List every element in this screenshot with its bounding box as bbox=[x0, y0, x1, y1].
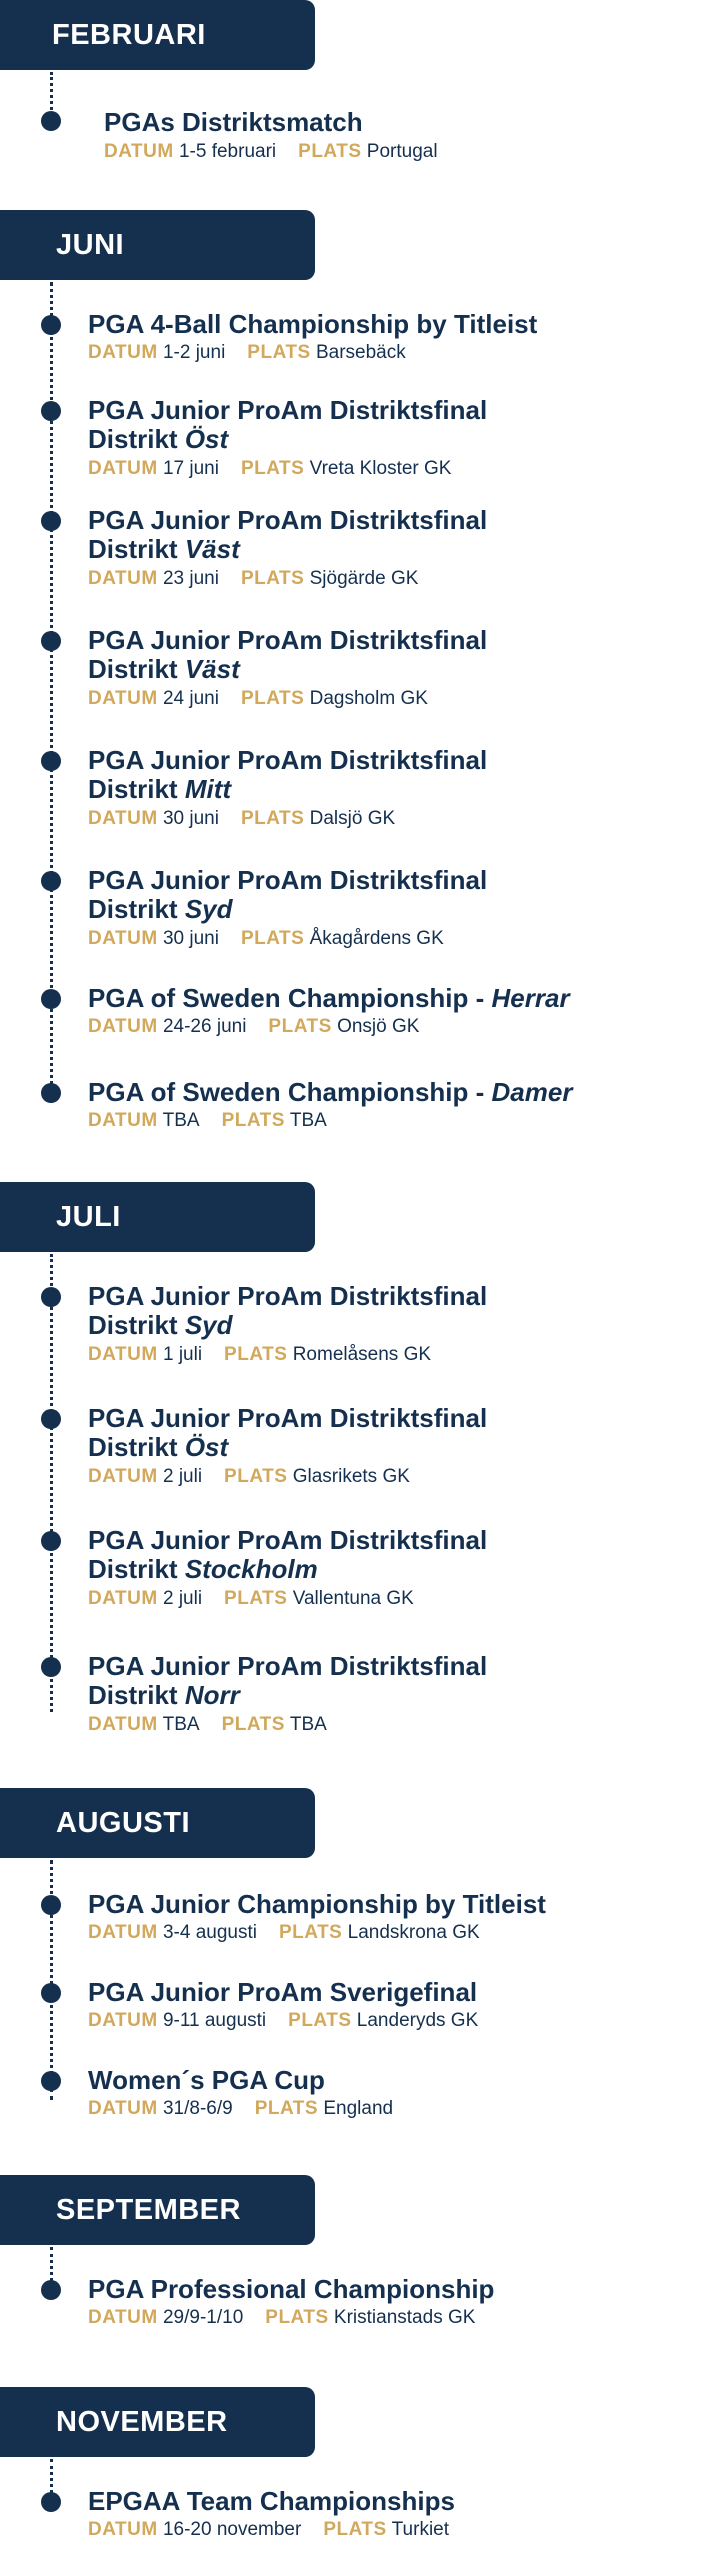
event-date: 24-26 juni bbox=[162, 1016, 247, 1037]
event-title: PGA of Sweden Championship - Damer bbox=[88, 1077, 573, 1107]
event-meta bbox=[88, 928, 708, 950]
event-date: 1-5 februari bbox=[178, 141, 277, 162]
month-section-november bbox=[0, 2387, 716, 2557]
event-place: Onsjö GK bbox=[337, 1016, 420, 1037]
date-label: DATUM bbox=[88, 2010, 158, 2031]
date-label: DATUM bbox=[88, 2098, 158, 2119]
event-meta bbox=[88, 342, 708, 364]
timeline-dot bbox=[41, 315, 61, 335]
event-place: TBA bbox=[289, 1714, 327, 1735]
event-place: Romelåsens GK bbox=[292, 1344, 432, 1365]
place-label: PLATS bbox=[278, 1922, 343, 1943]
event-place: Dagsholm GK bbox=[309, 688, 428, 709]
place-label: PLATS bbox=[224, 1588, 288, 1609]
place-label: PLATS bbox=[224, 1344, 288, 1365]
event-title: PGA Junior ProAm Distriktsfinal Distrikt Syd bbox=[88, 1281, 488, 1340]
event-date: TBA bbox=[162, 1110, 200, 1131]
event-date: 2 juli bbox=[162, 1588, 203, 1609]
place-label: PLATS bbox=[268, 1016, 332, 1037]
event-date: 9-11 augusti bbox=[162, 2010, 267, 2031]
month-header: JUNI bbox=[0, 210, 315, 280]
event-date: 16-20 november bbox=[162, 2519, 302, 2540]
timeline-dot bbox=[41, 2280, 61, 2300]
event-place: Turkiet bbox=[391, 2519, 450, 2540]
date-label: DATUM bbox=[88, 808, 158, 829]
timeline-dot bbox=[41, 111, 61, 131]
event-date: 29/9-1/10 bbox=[162, 2307, 244, 2328]
place-label: PLATS bbox=[265, 2307, 329, 2328]
month-header: NOVEMBER bbox=[0, 2387, 315, 2457]
event-date: TBA bbox=[162, 1714, 200, 1735]
month-section-juli bbox=[0, 1182, 716, 1762]
event-place: Portugal bbox=[366, 141, 438, 162]
event-date: 17 juni bbox=[162, 458, 219, 479]
timeline-dot bbox=[41, 1531, 61, 1551]
date-label: DATUM bbox=[88, 1922, 158, 1943]
event-date: 31/8-6/9 bbox=[162, 2098, 233, 2119]
event-title: PGA Junior ProAm Distriktsfinal Distrikt Väst bbox=[88, 625, 488, 684]
event-place: Landskrona GK bbox=[347, 1922, 480, 1943]
place-label: PLATS bbox=[240, 458, 305, 479]
month-header: JULI bbox=[0, 1182, 315, 1252]
event-place: Vallentuna GK bbox=[292, 1588, 414, 1609]
timeline-dot bbox=[41, 511, 61, 531]
date-label: DATUM bbox=[88, 2519, 158, 2540]
timeline-dot bbox=[41, 401, 61, 421]
timeline-dot bbox=[41, 989, 61, 1009]
event-title: PGA Junior ProAm Distriktsfinal Distrikt Öst bbox=[88, 395, 488, 454]
date-label: DATUM bbox=[88, 1714, 158, 1735]
event-place: Sjögärde GK bbox=[309, 568, 419, 589]
event-meta bbox=[88, 2519, 708, 2541]
timeline-dot bbox=[41, 1083, 61, 1103]
event-meta bbox=[88, 808, 708, 830]
event-title: PGAs Distriktsmatch bbox=[104, 107, 363, 137]
event-date: 2 juli bbox=[162, 1466, 203, 1487]
timeline-dot bbox=[41, 871, 61, 891]
place-label: PLATS bbox=[240, 688, 305, 709]
event-title: PGA of Sweden Championship - Herrar bbox=[88, 983, 570, 1013]
timeline-dot bbox=[41, 1409, 61, 1429]
event-meta bbox=[88, 1110, 708, 1132]
event-place: Kristianstads GK bbox=[333, 2307, 476, 2328]
place-label: PLATS bbox=[240, 808, 305, 829]
event-meta bbox=[88, 458, 708, 480]
event-place: TBA bbox=[289, 1110, 327, 1131]
timeline-dot bbox=[41, 2492, 61, 2512]
date-label: DATUM bbox=[104, 141, 174, 162]
event-place: Landeryds GK bbox=[356, 2010, 479, 2031]
month-header: AUGUSTI bbox=[0, 1788, 315, 1858]
event-place: Vreta Kloster GK bbox=[309, 458, 452, 479]
event-date: 23 juni bbox=[162, 568, 219, 589]
event-place: Glasrikets GK bbox=[292, 1466, 410, 1487]
event-date: 1-2 juni bbox=[162, 342, 226, 363]
event-title: PGA Junior ProAm Distriktsfinal Distrikt Mitt bbox=[88, 745, 488, 804]
place-label: PLATS bbox=[240, 928, 305, 949]
timeline-dot bbox=[41, 2071, 61, 2091]
event-title: PGA Junior ProAm Distriktsfinal Distrikt Väst bbox=[88, 505, 488, 564]
event-place: Barsebäck bbox=[315, 342, 406, 363]
event-place: Åkagårdens GK bbox=[309, 928, 444, 949]
event-date: 1 juli bbox=[162, 1344, 203, 1365]
event-meta bbox=[88, 688, 708, 710]
event-meta bbox=[88, 2010, 708, 2032]
event-title: EPGAA Team Championships bbox=[88, 2486, 455, 2516]
date-label: DATUM bbox=[88, 1588, 158, 1609]
event-meta bbox=[88, 1344, 708, 1366]
date-label: DATUM bbox=[88, 928, 158, 949]
place-label: PLATS bbox=[247, 342, 311, 363]
place-label: PLATS bbox=[224, 1466, 288, 1487]
date-label: DATUM bbox=[88, 1344, 158, 1365]
event-place: England bbox=[323, 2098, 394, 2119]
timeline-dot bbox=[41, 1657, 61, 1677]
place-label: PLATS bbox=[288, 2010, 352, 2031]
place-label: PLATS bbox=[240, 568, 305, 589]
event-title: PGA Junior ProAm Distriktsfinal Distrikt Norr bbox=[88, 1651, 488, 1710]
date-label: DATUM bbox=[88, 2307, 158, 2328]
event-date: 30 juni bbox=[162, 808, 219, 829]
month-header: SEPTEMBER bbox=[0, 2175, 315, 2245]
event-place: Dalsjö GK bbox=[309, 808, 396, 829]
timeline-dot bbox=[41, 1983, 61, 2003]
event-meta bbox=[88, 1714, 708, 1736]
month-header: FEBRUARI bbox=[0, 0, 315, 70]
event-date: 3-4 augusti bbox=[162, 1922, 257, 1943]
timeline-dot bbox=[41, 1895, 61, 1915]
event-date: 24 juni bbox=[162, 688, 219, 709]
place-label: PLATS bbox=[254, 2098, 319, 2119]
month-section-augusti bbox=[0, 1788, 716, 2148]
event-title: PGA Junior ProAm Sverigefinal bbox=[88, 1977, 478, 2007]
event-title: PGA Junior ProAm Distriktsfinal Distrikt Stockholm bbox=[88, 1525, 488, 1584]
month-section-februari bbox=[0, 0, 716, 180]
date-label: DATUM bbox=[88, 458, 158, 479]
event-title: PGA Junior ProAm Distriktsfinal Distrikt Öst bbox=[88, 1403, 488, 1462]
event-title: Women´s PGA Cup bbox=[88, 2065, 325, 2095]
event-meta bbox=[88, 1922, 708, 1944]
month-section-september bbox=[0, 2175, 716, 2355]
timeline-dot bbox=[41, 631, 61, 651]
timeline-dot bbox=[41, 751, 61, 771]
event-meta bbox=[88, 1466, 708, 1488]
event-meta bbox=[88, 1588, 708, 1610]
event-meta bbox=[88, 1016, 708, 1038]
place-label: PLATS bbox=[323, 2519, 387, 2540]
date-label: DATUM bbox=[88, 342, 158, 363]
month-section-juni bbox=[0, 210, 716, 1150]
event-title: PGA Junior Championship by Titleist bbox=[88, 1889, 546, 1919]
event-title: PGA Junior ProAm Distriktsfinal Distrikt Syd bbox=[88, 865, 488, 924]
timeline-dot bbox=[41, 1287, 61, 1307]
date-label: DATUM bbox=[88, 1110, 158, 1131]
place-label: PLATS bbox=[221, 1714, 285, 1735]
date-label: DATUM bbox=[88, 688, 158, 709]
date-label: DATUM bbox=[88, 1016, 158, 1037]
event-title: PGA Professional Championship bbox=[88, 2274, 495, 2304]
place-label: PLATS bbox=[298, 141, 362, 162]
date-label: DATUM bbox=[88, 568, 158, 589]
event-meta bbox=[88, 2307, 708, 2329]
timeline-line bbox=[50, 1254, 53, 1712]
event-meta bbox=[104, 141, 716, 163]
event-meta bbox=[88, 2098, 708, 2120]
place-label: PLATS bbox=[221, 1110, 285, 1131]
event-meta bbox=[88, 568, 708, 590]
date-label: DATUM bbox=[88, 1466, 158, 1487]
event-date: 30 juni bbox=[162, 928, 219, 949]
event-title: PGA 4-Ball Championship by Titleist bbox=[88, 309, 538, 339]
